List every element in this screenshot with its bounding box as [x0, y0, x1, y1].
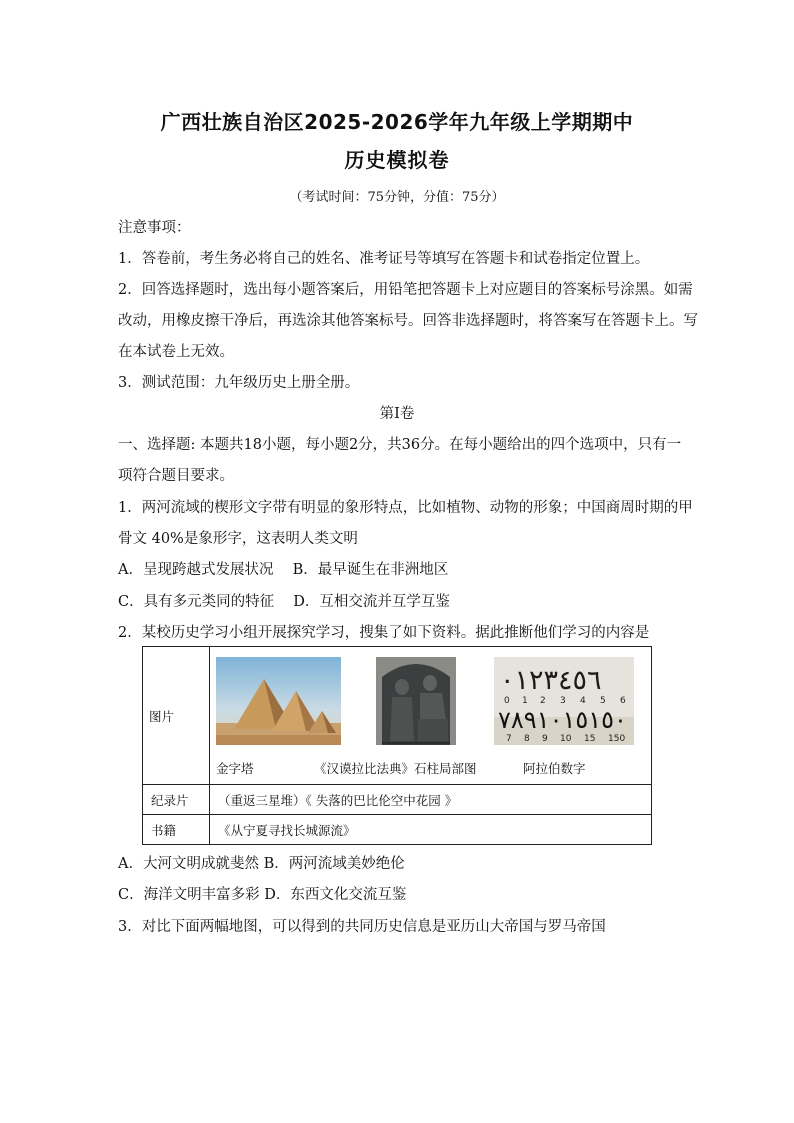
exam-title: 广西壮族自治区2025-2026学年九年级上学期期中: [160, 110, 634, 134]
western-digit: 150: [608, 734, 626, 744]
exam-time-score: （考试时间：75分钟，分值：75分）: [289, 190, 505, 205]
exam-subject-title: 历史模拟卷: [344, 148, 450, 172]
eastern-digits-bottom: ٧٨٩١٠١٥١٥٠: [498, 706, 627, 734]
question-2-options: A．大河文明成就斐然 B．两河流域美妙绝伦: [118, 856, 405, 872]
hammurabi-stele-image: [376, 657, 456, 745]
notes-heading: 注意事项：: [118, 220, 191, 236]
caption-hammurabi: 《汉谟拉比法典》石柱局部图: [314, 761, 477, 776]
western-digit: 15: [584, 734, 596, 744]
question-1-stem: 1．两河流域的楔形文字带有明显的象形特点，比如植物、动物的形象；中国商周时期的甲: [118, 500, 693, 516]
volume-heading: 第Ⅰ卷: [379, 406, 415, 422]
documentary-value: （重返三星堆）《 失落的巴比伦空中花园 》: [210, 785, 652, 815]
western-digit: 9: [542, 734, 548, 744]
arabic-numerals-image: [494, 657, 634, 745]
question-1-options: C．具有多元类同的特征 D．互相交流并互学互鉴: [118, 594, 450, 610]
row-label-images: 图片: [143, 647, 210, 785]
eastern-digits-top: ٠١٢٣٤٥٦: [500, 665, 602, 696]
western-digit: 3: [560, 696, 566, 706]
row-label-books: 书籍: [143, 815, 210, 845]
section-instruction: 项符合题目要求。: [118, 468, 234, 484]
question-3-stem: 3．对比下面两幅地图，可以得到的共同历史信息是亚历山大帝国与罗马帝国: [118, 919, 606, 935]
note-line: 改动，用橡皮擦干净后，再选涂其他答案标号。回答非选择题时，将答案写在答题卡上。写: [118, 313, 698, 329]
caption-pyramids: 金字塔: [216, 761, 254, 776]
question-2-options: C．海洋文明丰富多彩 D．东西文化交流互鉴: [118, 887, 407, 903]
western-digit: 8: [524, 734, 530, 744]
caption-arabic-numerals: 阿拉伯数字: [523, 761, 586, 776]
western-digit: 2: [540, 696, 546, 706]
books-value: 《从宁夏寻找长城源流》: [210, 815, 652, 845]
row-label-documentary: 纪录片: [143, 785, 210, 815]
western-digit: 6: [620, 696, 626, 706]
note-line: 在本试卷上无效。: [118, 344, 234, 360]
note-line: 3．测试范围：九年级历史上册全册。: [118, 375, 360, 391]
note-line: 2．回答选择题时，选出每小题答案后，用铅笔把答题卡上对应题目的答案标号涂黑。如需: [118, 282, 693, 298]
question-1-options: A．呈现跨越式发展状况 B．最早诞生在非洲地区: [118, 562, 449, 578]
note-line: 1．答卷前，考生务必将自己的姓名、准考证号等填写在答题卡和试卷指定位置上。: [118, 251, 650, 267]
pyramids-image: [216, 657, 341, 745]
western-digit: 4: [580, 696, 586, 706]
question-2-stem: 2．某校历史学习小组开展探究学习，搜集了如下资料。据此推断他们学习的内容是: [118, 625, 650, 641]
section-instruction: 一、选择题: 本题共18小题，每小题2分，共36分。在每小题给出的四个选项中，只有一: [118, 437, 682, 453]
question-1-stem: 骨文 40%是象形字，这表明人类文明: [118, 531, 358, 547]
western-digit: 7: [506, 734, 512, 744]
western-digit: 0: [504, 696, 510, 706]
western-digit: 10: [560, 734, 572, 744]
western-digit: 1: [522, 696, 528, 706]
images-cell: [210, 647, 652, 785]
western-digit: 5: [600, 696, 606, 706]
question-2-material-table: [142, 646, 652, 845]
